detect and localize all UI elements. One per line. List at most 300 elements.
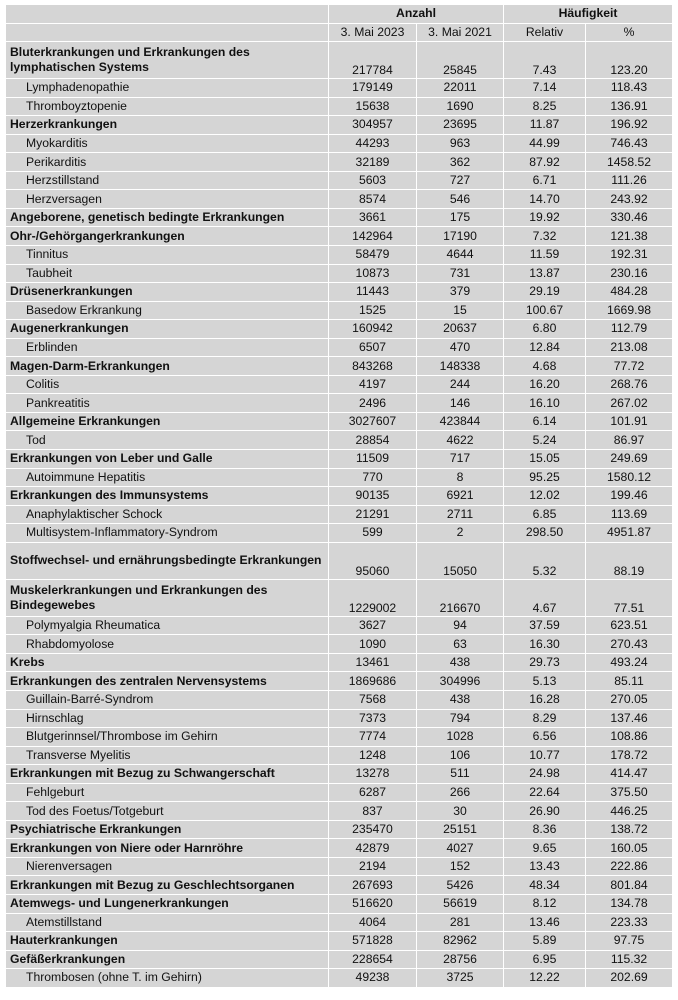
- header-blank-cell: [6, 23, 329, 42]
- row-count-2021-cell: 8: [417, 468, 504, 487]
- row-count-2021-cell: 470: [417, 338, 504, 357]
- row-relative-cell: 7.43: [504, 42, 586, 79]
- row-count-2021-cell: 1028: [417, 728, 504, 747]
- row-count-2021-cell: 22011: [417, 79, 504, 98]
- header-col-2021: 3. Mai 2021: [417, 23, 504, 42]
- row-count-2021-cell: 4027: [417, 839, 504, 858]
- row-relative-cell: 6.71: [504, 171, 586, 190]
- row-count-2021-cell: 28756: [417, 950, 504, 969]
- row-percent-cell: 108.86: [586, 728, 673, 747]
- row-name-cell: Blutgerinnsel/Thrombose im Gehirn: [6, 728, 329, 747]
- subcategory-row: [6, 709, 673, 728]
- category-row: [6, 820, 673, 839]
- subcategory-row: [6, 431, 673, 450]
- row-count-2021-cell: 731: [417, 264, 504, 283]
- row-relative-cell: 7.32: [504, 227, 586, 246]
- row-count-2023-cell: 160942: [329, 320, 417, 339]
- row-percent-cell: 222.86: [586, 857, 673, 876]
- subcategory-row: [6, 616, 673, 635]
- subcategory-row: [6, 783, 673, 802]
- row-count-2023-cell: 7373: [329, 709, 417, 728]
- category-row: [6, 357, 673, 376]
- row-percent-cell: 113.69: [586, 505, 673, 524]
- subcategory-row: [6, 338, 673, 357]
- row-relative-cell: 13.46: [504, 913, 586, 932]
- row-count-2021-cell: 4644: [417, 246, 504, 265]
- row-percent-cell: 493.24: [586, 653, 673, 672]
- row-count-2023-cell: 11509: [329, 450, 417, 469]
- category-row: [6, 876, 673, 895]
- row-count-2023-cell: 1229002: [329, 579, 417, 616]
- row-count-2021-cell: 963: [417, 134, 504, 153]
- subcategory-row: [6, 913, 673, 932]
- row-relative-cell: 13.87: [504, 264, 586, 283]
- row-count-2021-cell: 281: [417, 913, 504, 932]
- row-relative-cell: 26.90: [504, 802, 586, 821]
- row-percent-cell: 268.76: [586, 375, 673, 394]
- row-name-cell: Erkrankungen mit Bezug zu Schwangerschaft: [6, 765, 329, 784]
- row-count-2023-cell: 179149: [329, 79, 417, 98]
- row-count-2021-cell: 1690: [417, 97, 504, 116]
- row-count-2021-cell: 15: [417, 301, 504, 320]
- category-row: [6, 116, 673, 135]
- subcategory-row: [6, 857, 673, 876]
- row-percent-cell: 85.11: [586, 672, 673, 691]
- row-name-cell: Erkrankungen des Immunsystems: [6, 487, 329, 506]
- row-percent-cell: 123.20: [586, 42, 673, 79]
- row-name-cell: Erkrankungen des zentralen Nervensystems: [6, 672, 329, 691]
- row-count-2023-cell: 1248: [329, 746, 417, 765]
- row-count-2021-cell: 23695: [417, 116, 504, 135]
- row-name-cell: Rhabdomyolose: [6, 635, 329, 654]
- row-count-2021-cell: 2711: [417, 505, 504, 524]
- row-count-2021-cell: 438: [417, 653, 504, 672]
- row-relative-cell: 15.05: [504, 450, 586, 469]
- row-count-2023-cell: 95060: [329, 542, 417, 579]
- row-percent-cell: 270.05: [586, 690, 673, 709]
- row-relative-cell: 5.24: [504, 431, 586, 450]
- category-row: [6, 42, 673, 79]
- row-count-2023-cell: 13278: [329, 765, 417, 784]
- row-count-2023-cell: 217784: [329, 42, 417, 79]
- row-count-2021-cell: 152: [417, 857, 504, 876]
- row-name-cell: Transverse Myelitis: [6, 746, 329, 765]
- category-row: [6, 450, 673, 469]
- row-name-cell: Hauterkrankungen: [6, 932, 329, 951]
- row-name-cell: Angeborene, genetisch bedingte Erkrankungen: [6, 208, 329, 227]
- row-count-2021-cell: 4622: [417, 431, 504, 450]
- table-body: [6, 42, 673, 988]
- row-count-2021-cell: 15050: [417, 542, 504, 579]
- row-name-cell: Erblinden: [6, 338, 329, 357]
- row-percent-cell: 801.84: [586, 876, 673, 895]
- row-relative-cell: 6.85: [504, 505, 586, 524]
- row-percent-cell: 223.33: [586, 913, 673, 932]
- subcategory-row: [6, 246, 673, 265]
- row-percent-cell: 196.92: [586, 116, 673, 135]
- row-relative-cell: 5.89: [504, 932, 586, 951]
- subcategory-row: [6, 635, 673, 654]
- row-name-cell: Taubheit: [6, 264, 329, 283]
- row-count-2023-cell: 15638: [329, 97, 417, 116]
- header-group-anzahl: Anzahl: [329, 5, 504, 24]
- row-percent-cell: 623.51: [586, 616, 673, 635]
- subcategory-row: [6, 468, 673, 487]
- row-name-cell: Pankreatitis: [6, 394, 329, 413]
- row-percent-cell: 115.32: [586, 950, 673, 969]
- row-percent-cell: 111.26: [586, 171, 673, 190]
- row-name-cell: Stoffwechsel- und ernährungsbedingte Erkrankungen: [6, 542, 329, 579]
- row-count-2021-cell: 175: [417, 208, 504, 227]
- row-name-cell: Erkrankungen von Niere oder Harnröhre: [6, 839, 329, 858]
- row-count-2021-cell: 94: [417, 616, 504, 635]
- row-count-2023-cell: 571828: [329, 932, 417, 951]
- row-percent-cell: 77.51: [586, 579, 673, 616]
- row-count-2021-cell: 511: [417, 765, 504, 784]
- row-relative-cell: 8.36: [504, 820, 586, 839]
- row-count-2023-cell: 4064: [329, 913, 417, 932]
- row-relative-cell: 10.77: [504, 746, 586, 765]
- row-count-2023-cell: 3661: [329, 208, 417, 227]
- row-count-2021-cell: 266: [417, 783, 504, 802]
- row-percent-cell: 375.50: [586, 783, 673, 802]
- category-row: [6, 950, 673, 969]
- row-name-cell: Magen-Darm-Erkrankungen: [6, 357, 329, 376]
- row-percent-cell: 134.78: [586, 894, 673, 913]
- row-relative-cell: 6.95: [504, 950, 586, 969]
- row-name-cell: Atemwegs- und Lungenerkrankungen: [6, 894, 329, 913]
- row-relative-cell: 13.43: [504, 857, 586, 876]
- row-percent-cell: 178.72: [586, 746, 673, 765]
- row-name-cell: Erkrankungen mit Bezug zu Geschlechtsorganen: [6, 876, 329, 895]
- row-percent-cell: 270.43: [586, 635, 673, 654]
- row-count-2023-cell: 13461: [329, 653, 417, 672]
- row-relative-cell: 19.92: [504, 208, 586, 227]
- row-percent-cell: 160.05: [586, 839, 673, 858]
- row-percent-cell: 484.28: [586, 283, 673, 302]
- row-name-cell: Tinnitus: [6, 246, 329, 265]
- subcategory-row: [6, 802, 673, 821]
- row-count-2021-cell: 438: [417, 690, 504, 709]
- row-percent-cell: 136.91: [586, 97, 673, 116]
- category-row: [6, 412, 673, 431]
- row-percent-cell: 1669.98: [586, 301, 673, 320]
- row-name-cell: Tod des Foetus/Totgeburt: [6, 802, 329, 821]
- row-relative-cell: 8.29: [504, 709, 586, 728]
- row-name-cell: Drüsenerkrankungen: [6, 283, 329, 302]
- subcategory-row: [6, 375, 673, 394]
- row-relative-cell: 8.25: [504, 97, 586, 116]
- row-relative-cell: 29.73: [504, 653, 586, 672]
- row-relative-cell: 12.02: [504, 487, 586, 506]
- category-row: [6, 894, 673, 913]
- row-percent-cell: 414.47: [586, 765, 673, 784]
- row-percent-cell: 330.46: [586, 208, 673, 227]
- header-col-relativ: Relativ: [504, 23, 586, 42]
- row-relative-cell: 298.50: [504, 524, 586, 543]
- row-percent-cell: 1458.52: [586, 153, 673, 172]
- row-count-2021-cell: 6921: [417, 487, 504, 506]
- row-percent-cell: 199.46: [586, 487, 673, 506]
- header-group-haeufigkeit: Häufigkeit: [504, 5, 673, 24]
- row-count-2021-cell: 727: [417, 171, 504, 190]
- row-count-2021-cell: 146: [417, 394, 504, 413]
- row-name-cell: Herzerkrankungen: [6, 116, 329, 135]
- row-name-cell: Gefäßerkrankungen: [6, 950, 329, 969]
- row-count-2023-cell: 2194: [329, 857, 417, 876]
- row-relative-cell: 48.34: [504, 876, 586, 895]
- subcategory-row: [6, 505, 673, 524]
- row-count-2021-cell: 304996: [417, 672, 504, 691]
- row-relative-cell: 95.25: [504, 468, 586, 487]
- row-name-cell: Myokarditis: [6, 134, 329, 153]
- row-count-2021-cell: 362: [417, 153, 504, 172]
- row-relative-cell: 5.32: [504, 542, 586, 579]
- row-name-cell: Psychiatrische Erkrankungen: [6, 820, 329, 839]
- row-count-2023-cell: 7774: [329, 728, 417, 747]
- row-count-2023-cell: 837: [329, 802, 417, 821]
- category-row: [6, 932, 673, 951]
- row-count-2021-cell: 20637: [417, 320, 504, 339]
- row-percent-cell: 249.69: [586, 450, 673, 469]
- subcategory-row: [6, 746, 673, 765]
- row-name-cell: Tod: [6, 431, 329, 450]
- table-header: [6, 5, 673, 42]
- row-relative-cell: 6.80: [504, 320, 586, 339]
- row-count-2023-cell: 10873: [329, 264, 417, 283]
- subcategory-row: [6, 171, 673, 190]
- row-count-2023-cell: 770: [329, 468, 417, 487]
- row-name-cell: Ohr-/Gehörgangerkrankungen: [6, 227, 329, 246]
- row-count-2021-cell: 106: [417, 746, 504, 765]
- row-percent-cell: 138.72: [586, 820, 673, 839]
- row-count-2023-cell: 2496: [329, 394, 417, 413]
- row-count-2021-cell: 30: [417, 802, 504, 821]
- row-count-2023-cell: 599: [329, 524, 417, 543]
- header-blank-cell: [6, 5, 329, 24]
- subcategory-row: [6, 153, 673, 172]
- row-count-2023-cell: 4197: [329, 375, 417, 394]
- subcategory-row: [6, 79, 673, 98]
- row-name-cell: Erkrankungen von Leber und Galle: [6, 450, 329, 469]
- row-count-2023-cell: 7568: [329, 690, 417, 709]
- row-count-2021-cell: 25151: [417, 820, 504, 839]
- row-name-cell: Guillain-Barré-Syndrom: [6, 690, 329, 709]
- row-count-2023-cell: 6287: [329, 783, 417, 802]
- subcategory-row: [6, 524, 673, 543]
- row-name-cell: Polymyalgia Rheumatica: [6, 616, 329, 635]
- category-row: [6, 320, 673, 339]
- row-count-2023-cell: 3627: [329, 616, 417, 635]
- row-count-2023-cell: 8574: [329, 190, 417, 209]
- row-relative-cell: 7.14: [504, 79, 586, 98]
- row-count-2021-cell: 56619: [417, 894, 504, 913]
- category-row: [6, 672, 673, 691]
- row-percent-cell: 230.16: [586, 264, 673, 283]
- row-relative-cell: 6.56: [504, 728, 586, 747]
- row-relative-cell: 11.87: [504, 116, 586, 135]
- subcategory-row: [6, 728, 673, 747]
- row-name-cell: Colitis: [6, 375, 329, 394]
- category-row: [6, 653, 673, 672]
- row-percent-cell: 121.38: [586, 227, 673, 246]
- row-count-2023-cell: 843268: [329, 357, 417, 376]
- row-count-2023-cell: 5603: [329, 171, 417, 190]
- row-count-2021-cell: 148338: [417, 357, 504, 376]
- category-row: [6, 208, 673, 227]
- row-relative-cell: 14.70: [504, 190, 586, 209]
- subcategory-row: [6, 264, 673, 283]
- row-count-2023-cell: 44293: [329, 134, 417, 153]
- row-relative-cell: 16.30: [504, 635, 586, 654]
- row-relative-cell: 29.19: [504, 283, 586, 302]
- category-row: [6, 542, 673, 579]
- subcategory-row: [6, 394, 673, 413]
- row-name-cell: Lymphadenopathie: [6, 79, 329, 98]
- header-col-2023: 3. Mai 2023: [329, 23, 417, 42]
- row-percent-cell: 202.69: [586, 969, 673, 988]
- row-relative-cell: 22.64: [504, 783, 586, 802]
- row-count-2021-cell: 546: [417, 190, 504, 209]
- row-name-cell: Augenerkrankungen: [6, 320, 329, 339]
- row-relative-cell: 12.84: [504, 338, 586, 357]
- row-count-2023-cell: 1525: [329, 301, 417, 320]
- row-count-2023-cell: 28854: [329, 431, 417, 450]
- category-row: [6, 579, 673, 616]
- row-count-2023-cell: 1869686: [329, 672, 417, 691]
- row-count-2023-cell: 6507: [329, 338, 417, 357]
- row-count-2023-cell: 49238: [329, 969, 417, 988]
- row-name-cell: Nierenversagen: [6, 857, 329, 876]
- row-percent-cell: 86.97: [586, 431, 673, 450]
- row-relative-cell: 12.22: [504, 969, 586, 988]
- row-count-2023-cell: 142964: [329, 227, 417, 246]
- row-relative-cell: 11.59: [504, 246, 586, 265]
- row-name-cell: Basedow Erkrankung: [6, 301, 329, 320]
- row-name-cell: Atemstillstand: [6, 913, 329, 932]
- row-percent-cell: 192.31: [586, 246, 673, 265]
- row-count-2021-cell: 2: [417, 524, 504, 543]
- row-percent-cell: 4951.87: [586, 524, 673, 543]
- row-relative-cell: 16.10: [504, 394, 586, 413]
- row-count-2023-cell: 516620: [329, 894, 417, 913]
- row-percent-cell: 97.75: [586, 932, 673, 951]
- row-percent-cell: 118.43: [586, 79, 673, 98]
- statistics-table: [5, 4, 673, 988]
- row-name-cell: Fehlgeburt: [6, 783, 329, 802]
- row-count-2023-cell: 42879: [329, 839, 417, 858]
- row-count-2023-cell: 304957: [329, 116, 417, 135]
- row-percent-cell: 213.08: [586, 338, 673, 357]
- row-name-cell: Multisystem-Inflammatory-Syndrom: [6, 524, 329, 543]
- row-count-2023-cell: 32189: [329, 153, 417, 172]
- row-name-cell: Bluterkrankungen und Erkrankungen des lymphatischen Systems: [6, 42, 329, 79]
- subcategory-row: [6, 97, 673, 116]
- row-relative-cell: 4.67: [504, 579, 586, 616]
- row-count-2023-cell: 235470: [329, 820, 417, 839]
- row-relative-cell: 16.28: [504, 690, 586, 709]
- row-relative-cell: 8.12: [504, 894, 586, 913]
- row-count-2023-cell: 21291: [329, 505, 417, 524]
- row-name-cell: Anaphylaktischer Schock: [6, 505, 329, 524]
- row-percent-cell: 88.19: [586, 542, 673, 579]
- header-column-row: [6, 23, 673, 42]
- subcategory-row: [6, 190, 673, 209]
- row-relative-cell: 4.68: [504, 357, 586, 376]
- row-count-2021-cell: 5426: [417, 876, 504, 895]
- row-name-cell: Muskelerkrankungen und Erkrankungen des Bindegewebes: [6, 579, 329, 616]
- row-name-cell: Krebs: [6, 653, 329, 672]
- row-relative-cell: 16.20: [504, 375, 586, 394]
- subcategory-row: [6, 969, 673, 988]
- category-row: [6, 283, 673, 302]
- row-percent-cell: 1580.12: [586, 468, 673, 487]
- row-count-2023-cell: 228654: [329, 950, 417, 969]
- row-percent-cell: 746.43: [586, 134, 673, 153]
- row-percent-cell: 243.92: [586, 190, 673, 209]
- row-count-2021-cell: 794: [417, 709, 504, 728]
- category-row: [6, 487, 673, 506]
- row-relative-cell: 87.92: [504, 153, 586, 172]
- row-name-cell: Thromboyztopenie: [6, 97, 329, 116]
- row-name-cell: Herzversagen: [6, 190, 329, 209]
- row-name-cell: Allgemeine Erkrankungen: [6, 412, 329, 431]
- row-count-2021-cell: 63: [417, 635, 504, 654]
- row-count-2021-cell: 82962: [417, 932, 504, 951]
- subcategory-row: [6, 301, 673, 320]
- row-count-2023-cell: 267693: [329, 876, 417, 895]
- row-relative-cell: 9.65: [504, 839, 586, 858]
- row-relative-cell: 44.99: [504, 134, 586, 153]
- row-percent-cell: 446.25: [586, 802, 673, 821]
- row-count-2023-cell: 1090: [329, 635, 417, 654]
- row-count-2021-cell: 717: [417, 450, 504, 469]
- row-percent-cell: 112.79: [586, 320, 673, 339]
- header-group-row: [6, 5, 673, 24]
- row-name-cell: Herzstillstand: [6, 171, 329, 190]
- category-row: [6, 227, 673, 246]
- row-percent-cell: 101.91: [586, 412, 673, 431]
- row-count-2023-cell: 90135: [329, 487, 417, 506]
- row-percent-cell: 77.72: [586, 357, 673, 376]
- row-count-2021-cell: 25845: [417, 42, 504, 79]
- row-count-2023-cell: 58479: [329, 246, 417, 265]
- row-count-2021-cell: 423844: [417, 412, 504, 431]
- row-relative-cell: 24.98: [504, 765, 586, 784]
- row-name-cell: Thrombosen (ohne T. im Gehirn): [6, 969, 329, 988]
- row-count-2021-cell: 216670: [417, 579, 504, 616]
- row-relative-cell: 100.67: [504, 301, 586, 320]
- row-count-2023-cell: 11443: [329, 283, 417, 302]
- row-percent-cell: 267.02: [586, 394, 673, 413]
- subcategory-row: [6, 690, 673, 709]
- row-count-2023-cell: 3027607: [329, 412, 417, 431]
- header-col-percent: %: [586, 23, 673, 42]
- row-name-cell: Autoimmune Hepatitis: [6, 468, 329, 487]
- subcategory-row: [6, 134, 673, 153]
- category-row: [6, 839, 673, 858]
- row-count-2021-cell: 244: [417, 375, 504, 394]
- row-count-2021-cell: 379: [417, 283, 504, 302]
- row-count-2021-cell: 3725: [417, 969, 504, 988]
- row-relative-cell: 6.14: [504, 412, 586, 431]
- row-name-cell: Hirnschlag: [6, 709, 329, 728]
- row-percent-cell: 137.46: [586, 709, 673, 728]
- row-relative-cell: 37.59: [504, 616, 586, 635]
- row-name-cell: Perikarditis: [6, 153, 329, 172]
- row-relative-cell: 5.13: [504, 672, 586, 691]
- category-row: [6, 765, 673, 784]
